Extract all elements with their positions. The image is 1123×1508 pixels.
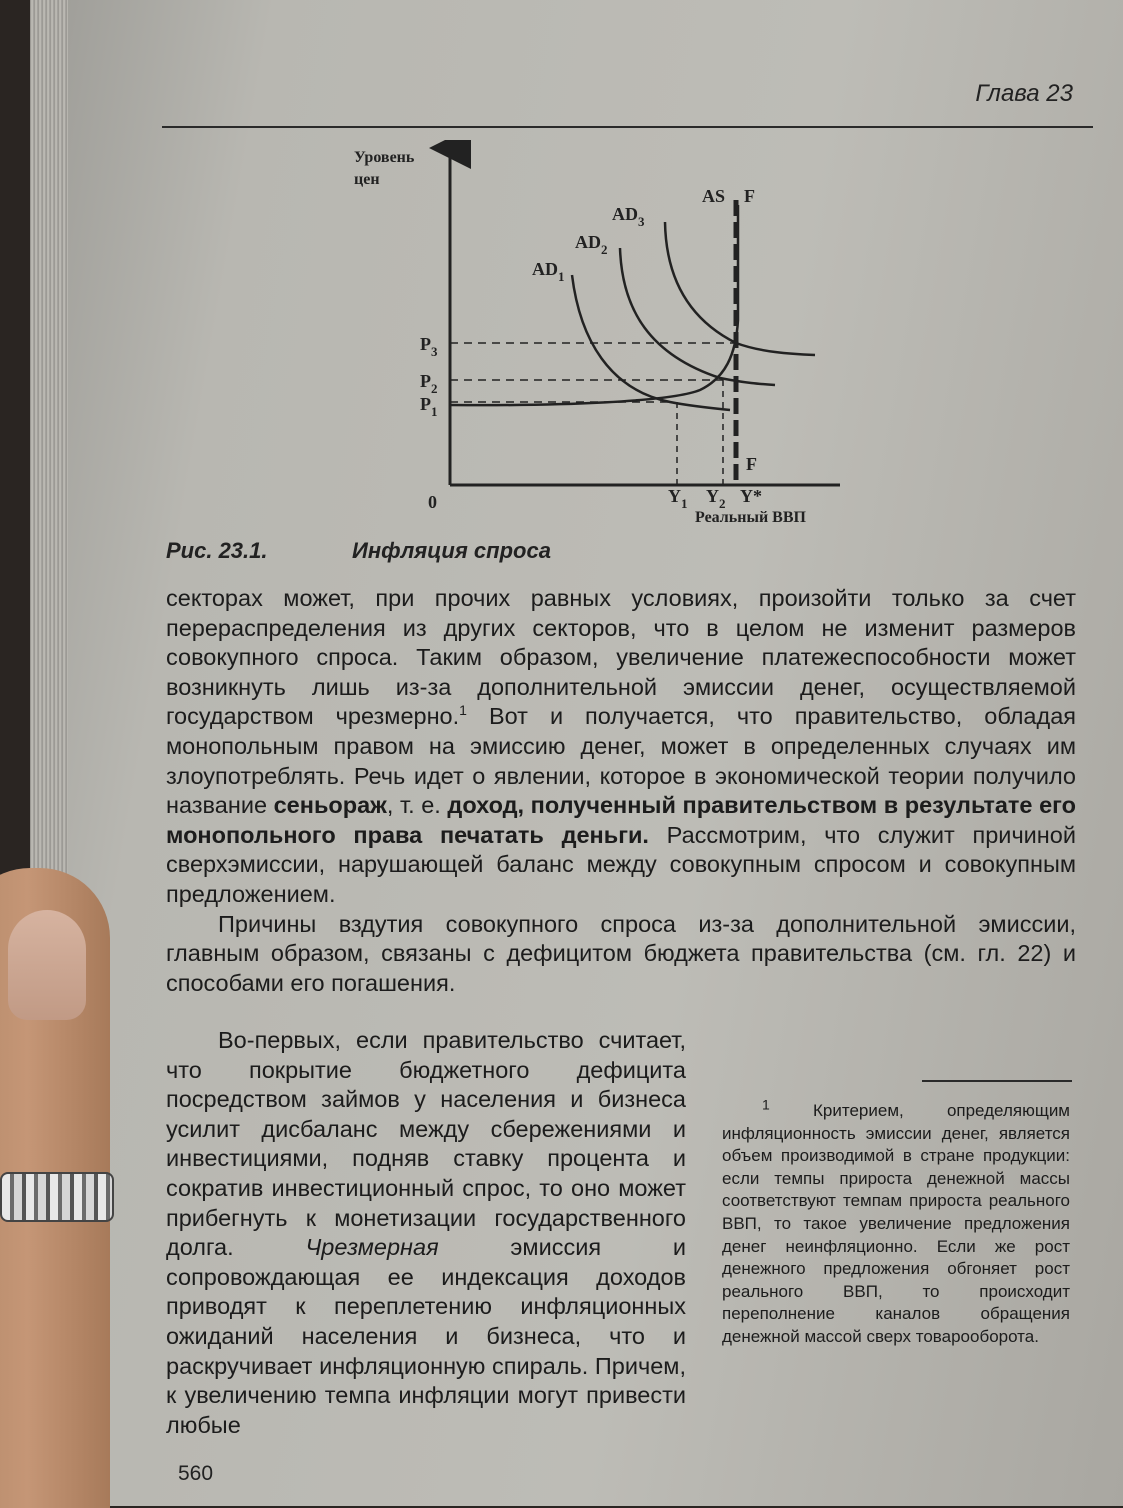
page-number: 560 <box>178 1462 214 1485</box>
paragraph-2: Причины вздутия совокупного спроса из-за дополнительной эмиссии, главным образом, связаны с дефицитом бюджета правительства (см. гл. 22) и способами его погашения. <box>166 910 1076 996</box>
y-axis-label-line1: Уровень <box>354 149 415 166</box>
p1-tick-label: $P_1$ <box>420 394 438 419</box>
ad2-curve <box>620 248 775 385</box>
ad3-curve <box>665 222 815 355</box>
body-text <box>166 584 1076 998</box>
thumbnail <box>8 910 86 1020</box>
y1-tick-label: $Y_1$ <box>668 486 688 511</box>
footnote: $^1$ Критерием, определяющим инфляционность эмиссии денег, является объем производимой в стране продукции: если темпы прироста денежной массы соответствуют темпам прироста реального ВВП, то такое увеличение предложения денег неинфляционно. Если же рост денежного предложения обгоняет рост реального ВВП, то происходит переполнение каналов обращения денежной массой сверх товарооборота. <box>722 1096 1070 1346</box>
footnote-rule <box>922 1080 1072 1082</box>
header-rule <box>162 126 1093 128</box>
figure-title: Инфляция спроса <box>352 538 551 563</box>
x-axis-label: Реальный ВВП <box>695 509 806 526</box>
ad1-label: $AD_1$ <box>532 259 565 284</box>
paragraph-1: секторах может, при прочих равных условиях, произойти только за счет перераспределения из других секторов, что в целом не изменит размеров совокупного спроса. Таким образом, увеличение платежеспособности может возникнуть лишь из-за дополнительной эмиссии денег, осуществляемой государством чрезмерно.$^1$ Вот и получается, что правительство, обладая монопольным правом на эмиссию денег, может в определенных случаях им злоупотреблять. Речь идет о явлении, которое в экономической теории получило название сеньораж, т. е. доход, полученный правительством в результате его монопольного права печатать деньги. Рассмотрим, что служит причиной сверхэмиссии, нарушающей баланс между совокупным спросом и совокупным предложением. <box>166 585 1077 907</box>
footnote-ref[interactable]: 1 <box>459 702 467 719</box>
ystar-tick-label: Y* <box>740 486 762 506</box>
chapter-header: Глава 23 <box>975 80 1073 107</box>
origin-label: 0 <box>428 492 437 512</box>
y-axis-label-line2: цен <box>354 171 380 188</box>
chart-svg <box>340 140 860 540</box>
ad2-label: $AD_2$ <box>575 232 608 257</box>
as-label: AS <box>702 186 726 206</box>
paragraph-3: Во-первых, если правительство считает, что покрытие бюджетного дефицита посредством займов у населения и бизнеса усилит дисбаланс между сбережениями и инвестициями, подняв ставку процента и сократив инвестиционный спрос, то оно может прибегнуть к монетизации государственного долга. Чрезмерная эмиссия и сопровождающая ее индексация доходов приводят к переплетению инфляционных ожиданий населения и бизнеса, что и раскручивает инфляционную спираль. Причем, к увеличению темпа инфляции могут привести любые <box>166 1027 686 1438</box>
p3-tick-label: $P_3$ <box>420 334 438 359</box>
column-text <box>166 1026 686 1440</box>
y2-tick-label: $Y_2$ <box>706 486 726 511</box>
ad3-label: $AD_3$ <box>612 204 645 229</box>
f-bottom-label: F <box>746 454 757 474</box>
ring <box>0 1172 114 1222</box>
figure-inflation-demand <box>340 140 860 540</box>
term-definition: доход, полученный правительством в результате его монопольного права печатать деньги. <box>166 792 1076 848</box>
term-seigniorage: сеньораж <box>273 792 387 819</box>
p2-tick-label: $P_2$ <box>420 371 438 396</box>
figure-number: Рис. 23.1. <box>166 538 268 563</box>
f-top-label: F <box>744 186 755 206</box>
